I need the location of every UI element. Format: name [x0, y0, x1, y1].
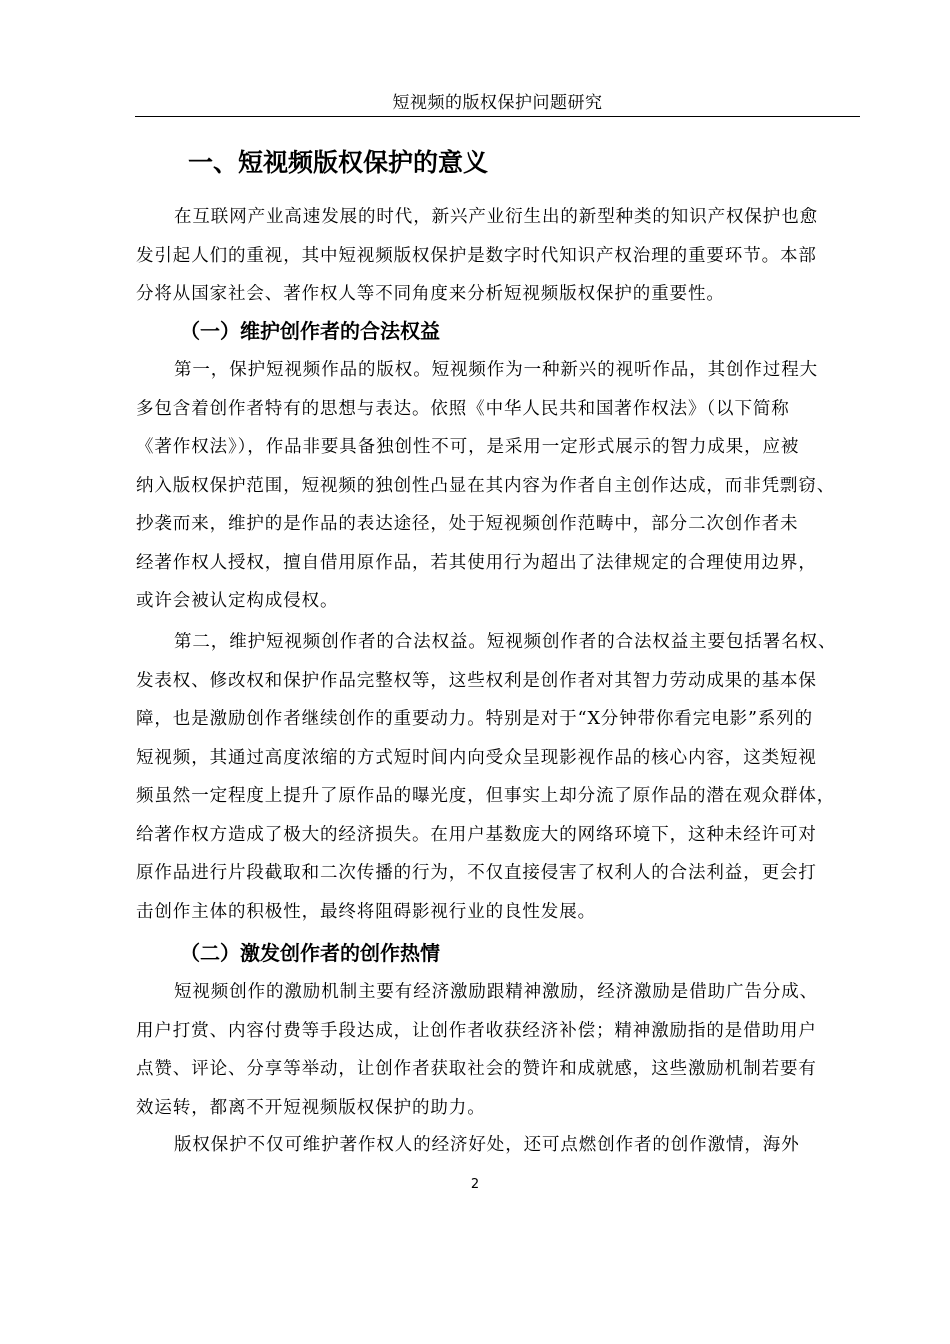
paragraph-line: 短视频，其通过高度浓缩的方式短时间内向受众呈现影视作品的核心内容，这类短视 — [136, 747, 817, 768]
paragraph-line: 多包含着创作者特有的思想与表达。依照《中华人民共和国著作权法》（以下简称 — [136, 398, 790, 419]
paragraph-line: 效运转，都离不开短视频版权保护的助力。 — [136, 1097, 486, 1118]
paragraph-line: 发表权、修改权和保护作品完整权等，这些权利是创作者对其智力劳动成果的基本保 — [136, 670, 817, 691]
paragraph-line: 频虽然一定程度上提升了原作品的曝光度，但事实上却分流了原作品的潜在观众群体， — [136, 786, 836, 806]
paragraph-line: 短视频创作的激励机制主要有经济激励跟精神激励，经济激励是借助广告分成、 — [174, 982, 818, 1002]
paragraph-line: 第二，维护短视频创作者的合法权益。短视频创作者的合法权益主要包括署名权、 — [174, 632, 837, 652]
paragraph-line: 击创作主体的积极性，最终将阻碍影视行业的良性发展。 — [136, 901, 596, 922]
paragraph-line: 原作品进行片段截取和二次传播的行为，不仅直接侵害了权利人的合法利益，更会打 — [136, 863, 817, 883]
subsection-heading-1: （一）维护创作者的合法权益 — [180, 319, 440, 343]
paragraph-line: 版权保护不仅可维护著作权人的经济好处，还可点燃创作者的创作激情，海外 — [174, 1135, 800, 1155]
paragraph-line: 或许会被认定构成侵权。 — [136, 591, 339, 611]
paragraph-line: 障，也是激励创作者继续创作的重要动力。特别是对于“X分钟带你看完电影”系列的 — [136, 709, 814, 729]
paragraph-line: 抄袭而来，维护的是作品的表达途径，处于短视频创作范畴中，部分二次创作者未 — [136, 514, 799, 534]
paragraph-line: 《著作权法》），作品非要具备独创性不可，是采用一定形式展示的智力成果，应被 — [136, 437, 800, 457]
paragraph-line: 经著作权人授权，擅自借用原作品，若其使用行为超出了法律规定的合理使用边界， — [136, 552, 817, 573]
paragraph-line: 在互联网产业高速发展的时代，新兴产业衍生出的新型种类的知识产权保护也愈 — [174, 207, 818, 227]
running-header: 短视频的版权保护问题研究 — [392, 93, 603, 113]
subsection-2-paragraph-2 — [136, 1126, 800, 1165]
paragraph-line: 纳入版权保护范围，短视频的独创性凸显在其内容为作者自主创作达成，而非凭剽窃、 — [136, 475, 836, 496]
subsection-1-paragraph-2 — [136, 623, 836, 931]
section-heading: 一、短视频版权保护的意义 — [188, 148, 489, 177]
paragraph-line: 点赞、评论、分享等举动，让创作者获取社会的赞许和成就感，这些激励机制若要有 — [136, 1059, 817, 1079]
paragraph-line: 发引起人们的重视，其中短视频版权保护是数字时代知识产权治理的重要环节。本部 — [136, 245, 817, 266]
paragraph-line: 第一，保护短视频作品的版权。短视频作为一种新兴的视听作品，其创作过程大 — [174, 360, 818, 380]
subsection-1-paragraph-1 — [136, 351, 835, 621]
paragraph-line: 分将从国家社会、著作权人等不同角度来分析短视频版权保护的重要性。 — [136, 284, 725, 304]
page-number: 2 — [470, 1177, 480, 1192]
subsection-heading-2: （二）激发创作者的创作热情 — [180, 941, 440, 965]
paragraph-line: 用户打赏、内容付费等手段达成，让创作者收获经济补偿；精神激励指的是借助用户 — [136, 1020, 817, 1041]
subsection-2-paragraph-1 — [136, 973, 818, 1127]
paragraph-line: 给著作权方造成了极大的经济损失。在用户基数庞大的网络环境下，这种未经许可对 — [136, 824, 817, 845]
intro-paragraph — [136, 198, 818, 314]
header-rule — [135, 116, 860, 117]
